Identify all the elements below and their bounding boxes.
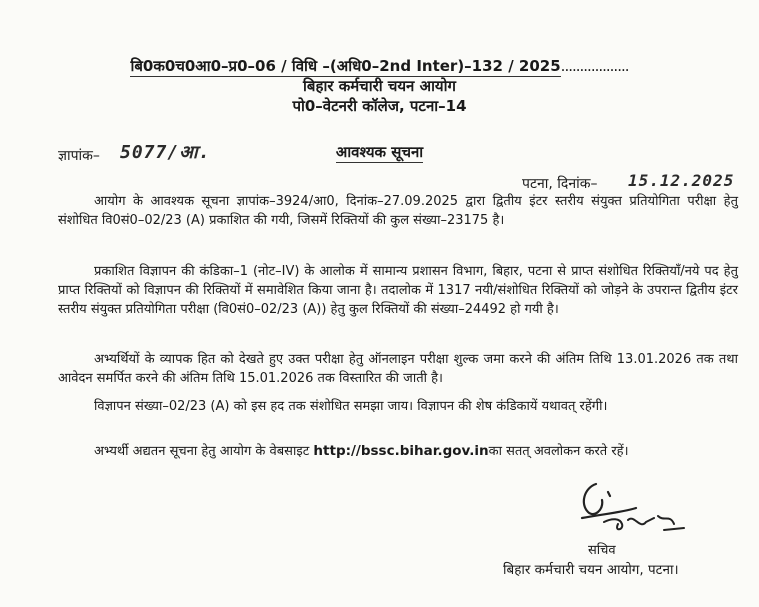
signatory-title: सचिव (588, 543, 616, 558)
dateline-date: 15.12.2025 (628, 171, 735, 190)
paragraph-3: अभ्यर्थियों के व्यापक हित को देखते हुए उक्त परीक्षा हेतु ऑनलाइन परीक्षा शुल्क जमा करने की अंतिम तिथि 13.01.2026 तक तथा आवेदन समर्पित करने की अंतिम तिथि 15.01.2026 तक विस्तारित की जाती है। (58, 352, 738, 386)
paragraph-1: आयोग के आवश्यक सूचना ज्ञापांक–3924/आ0, दिनांक–27.09.2025 द्वारा द्वितीय इंटर स्तरीय संयुक्त प्रतियोगिता परीक्षा हेतु संशोधित वि0सं0–02/23 (A) प्रकाशित की गयी, जिसमें रिक्तियों की कुल संख्या–23175 है। (58, 194, 738, 228)
organization-address: पो0–वेटनरी कॉलेज, पटना–14 (292, 97, 467, 115)
reference-number: बि0क0च0आ0–प्र0–06 / विधि –(अधि0–2nd Inter)–132 / 2025.................. (130, 57, 629, 75)
handwritten-signature (574, 478, 694, 542)
paragraph-4: विज्ञापन संख्या–02/23 (A) को इस हद तक संशोधित समझा जाय। विज्ञापन की शेष कंडिकायें यथावत् रहेंगी। (94, 399, 608, 414)
website-link[interactable]: http://bssc.bihar.gov.in (313, 443, 489, 459)
organization-name: बिहार कर्मचारी चयन आयोग (303, 77, 456, 95)
signatory-organization: बिहार कर्मचारी चयन आयोग, पटना। (503, 562, 679, 578)
notice-title: आवश्यक सूचना (335, 143, 424, 161)
paragraph-5: अभ्यर्थी अद्यतन सूचना हेतु आयोग के वेबसाइट http://bssc.bihar.gov.inका सतत् अवलोकन करते रहें। (94, 443, 629, 459)
dateline-label: पटना, दिनांक– (522, 176, 598, 192)
memo-number: 5077/आ. (120, 142, 211, 163)
memo-label: ज्ञापांक– (58, 148, 100, 164)
paragraph-2: प्रकाशित विज्ञापन की कंडिका–1 (नोट–IV) के आलोक में सामान्य प्रशासन विभाग, बिहार, पटना से प्राप्त संशोधित रिक्तियाँ/नये पद हेतु प्राप्त रिक्तियों को विज्ञापन की रिक्तियों में समावेशित किया जाना है। तदालोक में 1317 नयी/संशोधित रिक्तियों को जोड़ने के उपरान्त द्वितीय इंटर स्तरीय संयुक्त प्रतियोगिता परीक्षा (वि0सं0–02/23 (A)) हेतु कुल रिक्तियों की संख्या–24492 हो गयी है। (58, 264, 738, 317)
